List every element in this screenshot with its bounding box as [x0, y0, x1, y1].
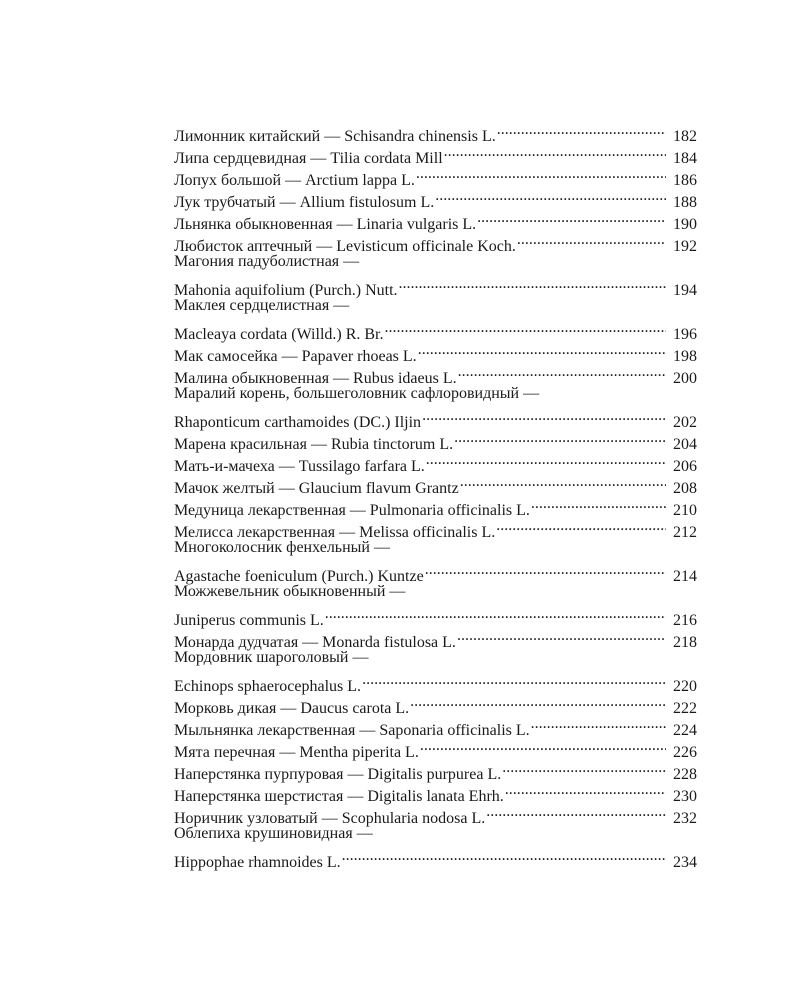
toc-page-number: 190 — [673, 216, 697, 233]
toc-entry-label: Мыльнянка лекарственная — Saponaria officinalis L. — [174, 722, 530, 739]
toc-entry-label: Наперстянка шерстистая — Digitalis lanata Ehrh. — [174, 788, 504, 805]
leader-dots — [496, 515, 666, 537]
toc-page-number: 230 — [673, 788, 697, 805]
toc-entry-line — [174, 405, 697, 431]
leader-dots — [342, 845, 666, 867]
toc-entry-line — [174, 119, 697, 145]
toc-entry-heading: Маклея сердцелистная — — [174, 297, 350, 314]
toc-entry — [174, 581, 697, 629]
toc-entry-label: Любисток аптечный — Levisticum officinale Koch. — [174, 238, 516, 255]
toc-entry — [174, 383, 697, 431]
leader-dots — [531, 493, 666, 515]
toc-entry-line — [174, 273, 697, 299]
toc-entry-label: Мелисса лекарственная — Melissa officinalis L. — [174, 524, 496, 541]
toc-entry-heading: Маралий корень, большеголовник сафлоровидный — — [174, 385, 540, 402]
toc-page-number: 224 — [673, 722, 697, 739]
toc-entry — [174, 119, 697, 145]
toc-entry-label: Echinops sphaerocephalus L. — [174, 678, 362, 695]
toc-entry-line — [174, 669, 697, 695]
toc-page-number: 228 — [673, 766, 697, 783]
leader-dots — [420, 735, 666, 757]
toc-entry-label: Монарда дудчатая — Monarda fistulosa L. — [174, 634, 456, 651]
leader-dots — [435, 185, 666, 207]
leader-dots — [416, 163, 666, 185]
leader-dots — [497, 119, 666, 141]
toc-entry — [174, 295, 697, 343]
leader-dots — [385, 317, 667, 339]
toc-entry-label: Липа сердцевидная — Tilia cordata Mill — [174, 150, 443, 167]
toc-entry-label: Mahonia aquifolium (Purch.) Nutt. — [174, 282, 398, 299]
toc-page-number: 218 — [673, 634, 697, 651]
toc-entry-label: Rhaponticum carthamoides (DC.) Iljin — [174, 414, 422, 431]
toc-entry-heading: Облепиха крушиновидная — — [174, 825, 373, 842]
toc-page-number: 232 — [673, 810, 697, 827]
toc-page-number: 206 — [673, 458, 697, 475]
table-of-contents — [174, 119, 697, 871]
toc-page-number: 214 — [673, 568, 697, 585]
toc-entry-line — [174, 559, 697, 585]
toc-entry-heading: Можжевельник обыкновенный — — [174, 583, 406, 600]
toc-page-number: 210 — [673, 502, 697, 519]
toc-entry-heading: Мордовник шароголовый — — [174, 649, 369, 666]
leader-dots — [399, 273, 666, 295]
toc-entry-line — [174, 845, 697, 871]
leader-dots — [458, 361, 666, 383]
toc-entry-label: Agastache foeniculum (Purch.) Kuntze — [174, 568, 424, 585]
toc-entry-label: Juniperus communis L. — [174, 612, 324, 629]
leader-dots — [486, 801, 666, 823]
leader-dots — [325, 603, 666, 625]
toc-page-number: 204 — [673, 436, 697, 453]
toc-entry-label: Наперстянка пурпуровая — Digitalis purpurea L. — [174, 766, 502, 783]
toc-entry-heading: Многоколосник фенхельный — — [174, 539, 390, 556]
toc-page-number: 194 — [673, 282, 697, 299]
leader-dots — [477, 207, 666, 229]
leader-dots — [505, 779, 666, 801]
toc-page-number: 202 — [673, 414, 697, 431]
leader-dots — [444, 141, 666, 163]
toc-entry-label: Мать-и-мачеха — Tussilago farfara L. — [174, 458, 425, 475]
leader-dots — [517, 229, 666, 251]
toc-page-number: 226 — [673, 744, 697, 761]
toc-entry-label: Macleaya cordata (Willd.) R. Br. — [174, 326, 384, 343]
toc-page-number: 222 — [673, 700, 697, 717]
toc-page-number: 220 — [673, 678, 697, 695]
toc-entry-label: Марена красильная — Rubia tinctorum L. — [174, 436, 454, 453]
leader-dots — [425, 559, 666, 581]
leader-dots — [362, 669, 666, 691]
toc-entry-line — [174, 317, 697, 343]
toc-page-number: 208 — [673, 480, 697, 497]
leader-dots — [426, 449, 666, 471]
toc-entry-label: Малина обыкновенная — Rubus idaeus L. — [174, 370, 457, 387]
toc-page-number: 196 — [673, 326, 697, 343]
toc-entry-label: Морковь дикая — Daucus carota L. — [174, 700, 410, 717]
leader-dots — [457, 625, 666, 647]
leader-dots — [422, 405, 666, 427]
toc-page-number: 200 — [673, 370, 697, 387]
toc-page-number: 216 — [673, 612, 697, 629]
toc-page-number: 212 — [673, 524, 697, 541]
toc-entry-label: Льнянка обыкновенная — Linaria vulgaris L. — [174, 216, 477, 233]
toc-entry-label: Лук трубчатый — Allium fistulosum L. — [174, 194, 435, 211]
leader-dots — [531, 713, 666, 735]
toc-entry-label: Медуница лекарственная — Pulmonaria officinalis L. — [174, 502, 530, 519]
toc-entry-label: Мята перечная — Mentha piperita L. — [174, 744, 419, 761]
leader-dots — [502, 757, 666, 779]
leader-dots — [410, 691, 666, 713]
toc-entry-heading: Магония падуболистная — — [174, 253, 360, 270]
toc-entry-label: Норичник узловатый — Scophularia nodosa L. — [174, 810, 486, 827]
toc-entry-label: Hippophae rhamnoides L. — [174, 854, 341, 871]
toc-page-number: 184 — [673, 150, 697, 167]
leader-dots — [460, 471, 666, 493]
toc-page-number: 234 — [673, 854, 697, 871]
toc-entry-label: Мачок желтый — Glaucium flavum Grantz — [174, 480, 459, 497]
toc-page-number: 192 — [673, 238, 697, 255]
toc-page-number: 186 — [673, 172, 697, 189]
toc-entry-line — [174, 603, 697, 629]
leader-dots — [418, 339, 666, 361]
toc-entry-label: Лопух большой — Arctium lappa L. — [174, 172, 415, 189]
toc-entry-label: Мак самосейка — Papaver rhoeas L. — [174, 348, 417, 365]
toc-page-number: 182 — [673, 128, 697, 145]
leader-dots — [454, 427, 666, 449]
toc-page-number: 198 — [673, 348, 697, 365]
toc-entry-label: Лимонник китайский — Schisandra chinensis L. — [174, 128, 496, 145]
toc-page-number: 188 — [673, 194, 697, 211]
